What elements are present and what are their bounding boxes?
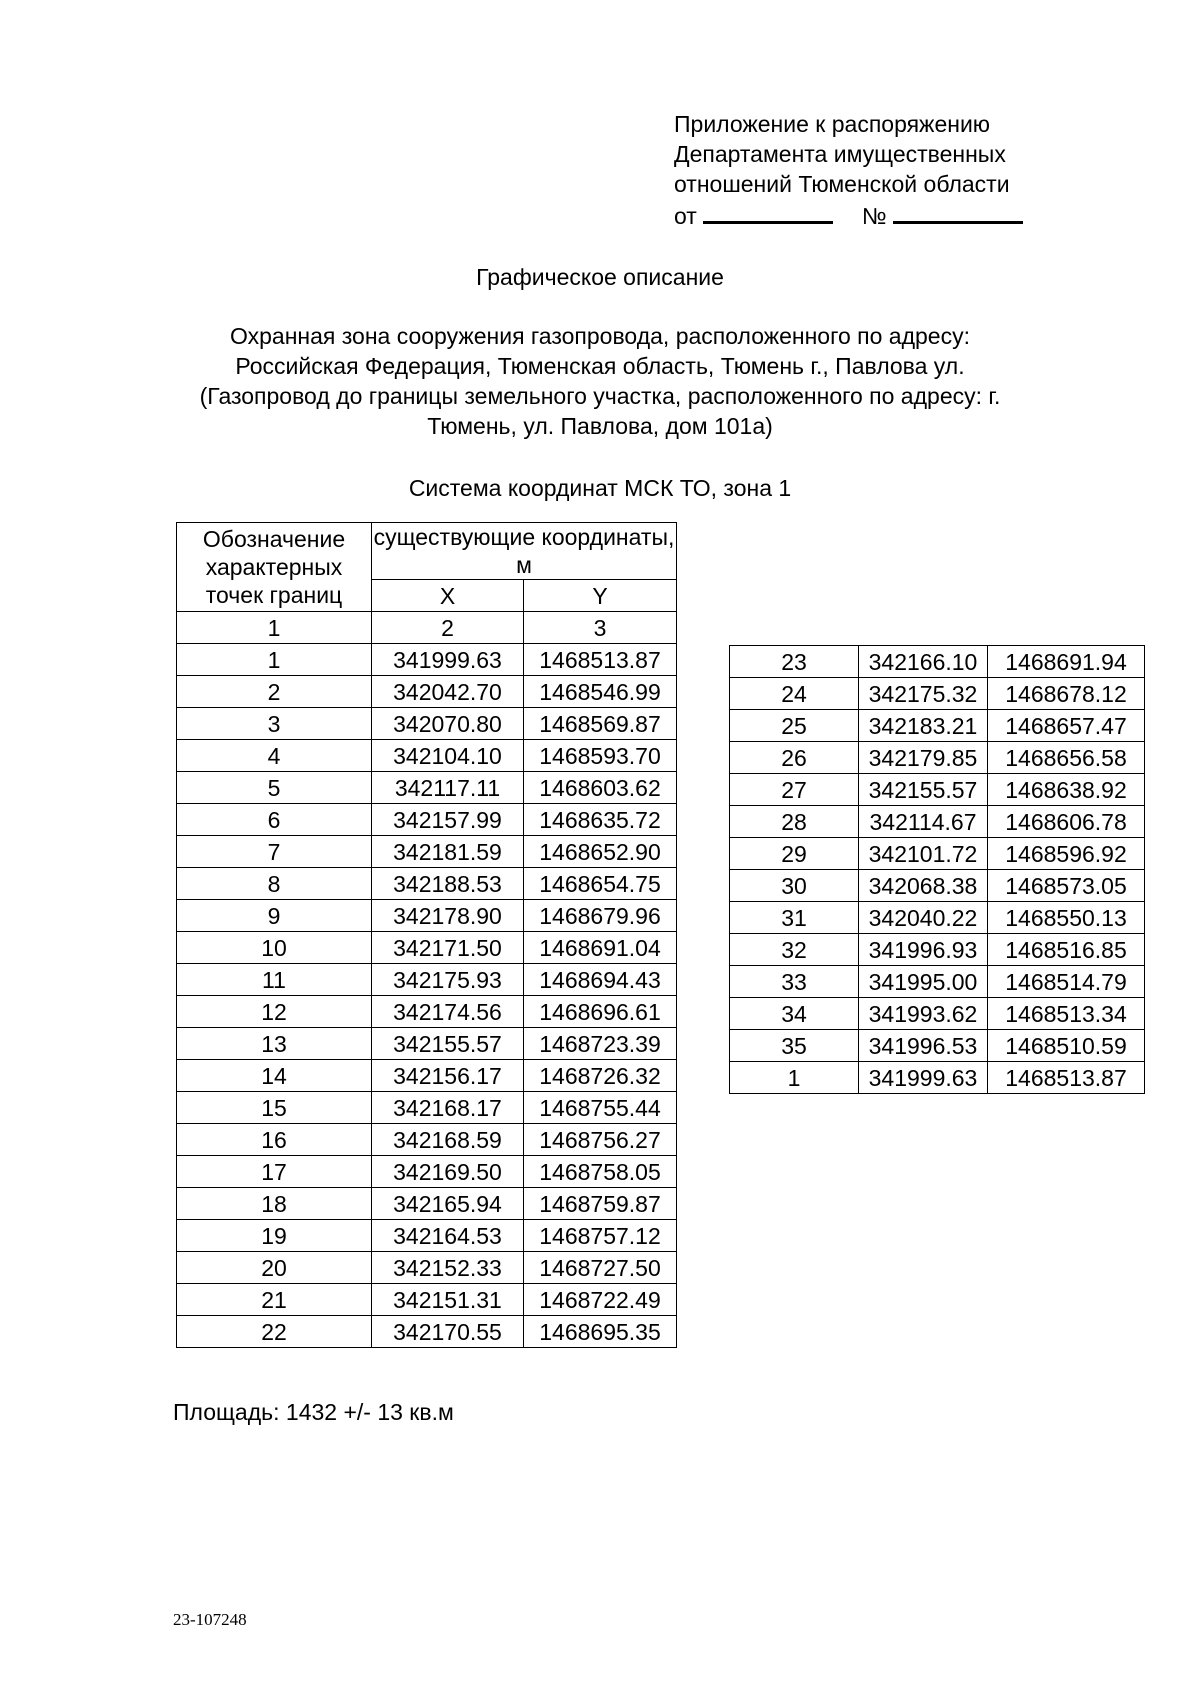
header-y: Y (524, 580, 677, 612)
point-number-cell: 15 (177, 1092, 372, 1124)
table-row (730, 934, 1145, 966)
x-coordinate-cell: 342165.94 (372, 1188, 524, 1220)
date-prefix: от (674, 203, 697, 229)
y-coordinate-cell: 1468679.96 (524, 900, 677, 932)
x-coordinate-cell: 342171.50 (372, 932, 524, 964)
y-coordinate-cell: 1468550.13 (988, 902, 1145, 934)
table-row (730, 710, 1145, 742)
point-number-cell: 13 (177, 1028, 372, 1060)
point-number-cell: 33 (730, 966, 859, 998)
x-coordinate-cell: 342104.10 (372, 740, 524, 772)
table-header-row (177, 523, 677, 580)
x-coordinate-cell: 342114.67 (859, 806, 988, 838)
x-coordinate-cell: 341995.00 (859, 966, 988, 998)
document-number: 23-107248 (173, 1610, 247, 1629)
point-number-cell: 5 (177, 772, 372, 804)
column-number-2: 2 (372, 612, 524, 644)
x-coordinate-cell: 342042.70 (372, 676, 524, 708)
x-coordinate-cell: 342174.56 (372, 996, 524, 1028)
object-description-line-3: (Газопровод до границы земельного участка, расположенного по адресу: г. (199, 383, 1001, 409)
x-coordinate-cell: 342068.38 (859, 870, 988, 902)
point-number-cell: 9 (177, 900, 372, 932)
point-number-cell: 10 (177, 932, 372, 964)
x-coordinate-cell: 342151.31 (372, 1284, 524, 1316)
coordinate-system-label: Система координат МСК ТО, зона 1 (408, 475, 792, 501)
point-number-cell: 7 (177, 836, 372, 868)
appendix-line-1: Приложение к распоряжению (674, 111, 991, 137)
y-coordinate-cell: 1468691.94 (988, 646, 1145, 678)
table-row (177, 644, 677, 676)
y-coordinate-cell: 1468513.34 (988, 998, 1145, 1030)
table-row (177, 996, 677, 1028)
point-number-cell: 31 (730, 902, 859, 934)
x-coordinate-cell: 342168.17 (372, 1092, 524, 1124)
table-row (177, 900, 677, 932)
y-coordinate-cell: 1468678.12 (988, 678, 1145, 710)
x-coordinate-cell: 342101.72 (859, 838, 988, 870)
appendix-header (674, 109, 1023, 231)
y-coordinate-cell: 1468723.39 (524, 1028, 677, 1060)
table-row (177, 1316, 677, 1348)
table-row (177, 1028, 677, 1060)
table-row (730, 774, 1145, 806)
point-number-cell: 24 (730, 678, 859, 710)
x-coordinate-cell: 342155.57 (372, 1028, 524, 1060)
table-row (177, 740, 677, 772)
y-coordinate-cell: 1468510.59 (988, 1030, 1145, 1062)
x-coordinate-cell: 342170.55 (372, 1316, 524, 1348)
table-row (177, 932, 677, 964)
number-blank (893, 199, 1023, 224)
y-coordinate-cell: 1468654.75 (524, 868, 677, 900)
x-coordinate-cell: 342156.17 (372, 1060, 524, 1092)
point-number-cell: 1 (730, 1062, 859, 1094)
y-coordinate-cell: 1468694.43 (524, 964, 677, 996)
point-number-cell: 18 (177, 1188, 372, 1220)
x-coordinate-cell: 342164.53 (372, 1220, 524, 1252)
table-row (177, 1060, 677, 1092)
object-description-line-1: Охранная зона сооружения газопровода, расположенного по адресу: (230, 323, 970, 349)
y-coordinate-cell: 1468596.92 (988, 838, 1145, 870)
y-coordinate-cell: 1468657.47 (988, 710, 1145, 742)
point-number-cell: 6 (177, 804, 372, 836)
y-coordinate-cell: 1468691.04 (524, 932, 677, 964)
point-number-cell: 11 (177, 964, 372, 996)
y-coordinate-cell: 1468656.58 (988, 742, 1145, 774)
point-number-cell: 26 (730, 742, 859, 774)
point-number-cell: 21 (177, 1284, 372, 1316)
x-coordinate-cell: 342070.80 (372, 708, 524, 740)
point-number-cell: 25 (730, 710, 859, 742)
appendix-line-3: отношений Тюменской области (674, 171, 1010, 197)
y-coordinate-cell: 1468755.44 (524, 1092, 677, 1124)
y-coordinate-cell: 1468606.78 (988, 806, 1145, 838)
y-coordinate-cell: 1468593.70 (524, 740, 677, 772)
number-sign: № (862, 203, 887, 229)
x-coordinate-cell: 341993.62 (859, 998, 988, 1030)
x-coordinate-cell: 342040.22 (859, 902, 988, 934)
point-number-cell: 14 (177, 1060, 372, 1092)
point-number-cell: 19 (177, 1220, 372, 1252)
y-coordinate-cell: 1468758.05 (524, 1156, 677, 1188)
y-coordinate-cell: 1468603.62 (524, 772, 677, 804)
appendix-line-2: Департамента имущественных (674, 141, 1006, 167)
x-coordinate-cell: 342166.10 (859, 646, 988, 678)
column-number-3: 3 (524, 612, 677, 644)
table-row (177, 1220, 677, 1252)
x-coordinate-cell: 342181.59 (372, 836, 524, 868)
point-number-cell: 30 (730, 870, 859, 902)
point-number-cell: 17 (177, 1156, 372, 1188)
x-coordinate-cell: 342169.50 (372, 1156, 524, 1188)
y-coordinate-cell: 1468513.87 (524, 644, 677, 676)
table-row (730, 838, 1145, 870)
x-coordinate-cell: 341996.53 (859, 1030, 988, 1062)
document-title: Графическое описание (476, 264, 724, 290)
table-row (730, 1062, 1145, 1094)
y-coordinate-cell: 1468652.90 (524, 836, 677, 868)
point-number-cell: 8 (177, 868, 372, 900)
table-row (177, 836, 677, 868)
table-row (730, 742, 1145, 774)
table-row (730, 902, 1145, 934)
y-coordinate-cell: 1468696.61 (524, 996, 677, 1028)
x-coordinate-cell: 342152.33 (372, 1252, 524, 1284)
x-coordinate-cell: 342155.57 (859, 774, 988, 806)
table-row (177, 1284, 677, 1316)
x-coordinate-cell: 342168.59 (372, 1124, 524, 1156)
y-coordinate-cell: 1468573.05 (988, 870, 1145, 902)
point-number-cell: 16 (177, 1124, 372, 1156)
table-row (730, 966, 1145, 998)
y-coordinate-cell: 1468695.35 (524, 1316, 677, 1348)
point-number-cell: 32 (730, 934, 859, 966)
table-column-numbers-row (177, 612, 677, 644)
x-coordinate-cell: 342183.21 (859, 710, 988, 742)
table-row (177, 676, 677, 708)
header-coordinates: существующие координаты, м (372, 523, 677, 580)
table-row (730, 998, 1145, 1030)
table-row (177, 1188, 677, 1220)
coordinates-table-right (729, 645, 1145, 1094)
y-coordinate-cell: 1468759.87 (524, 1188, 677, 1220)
table-row (730, 1030, 1145, 1062)
y-coordinate-cell: 1468756.27 (524, 1124, 677, 1156)
x-coordinate-cell: 341996.93 (859, 934, 988, 966)
x-coordinate-cell: 342175.32 (859, 678, 988, 710)
table-row (730, 646, 1145, 678)
table-row (177, 772, 677, 804)
x-coordinate-cell: 342117.11 (372, 772, 524, 804)
table-row (730, 870, 1145, 902)
point-number-cell: 2 (177, 676, 372, 708)
table-row (730, 806, 1145, 838)
area-label: Площадь: 1432 +/- 13 кв.м (173, 1399, 454, 1425)
table-row (177, 708, 677, 740)
table-row (177, 1252, 677, 1284)
table-row (177, 804, 677, 836)
x-coordinate-cell: 342178.90 (372, 900, 524, 932)
point-number-cell: 20 (177, 1252, 372, 1284)
y-coordinate-cell: 1468514.79 (988, 966, 1145, 998)
point-number-cell: 12 (177, 996, 372, 1028)
y-coordinate-cell: 1468513.87 (988, 1062, 1145, 1094)
point-number-cell: 4 (177, 740, 372, 772)
table-row (177, 1156, 677, 1188)
column-number-1: 1 (177, 612, 372, 644)
date-blank (703, 199, 833, 224)
y-coordinate-cell: 1468635.72 (524, 804, 677, 836)
header-points: Обозначение характерных точек границ (177, 523, 372, 612)
x-coordinate-cell: 341999.63 (372, 644, 524, 676)
point-number-cell: 28 (730, 806, 859, 838)
point-number-cell: 35 (730, 1030, 859, 1062)
x-coordinate-cell: 342188.53 (372, 868, 524, 900)
table-row (177, 964, 677, 996)
y-coordinate-cell: 1468516.85 (988, 934, 1145, 966)
table-row (177, 868, 677, 900)
x-coordinate-cell: 342179.85 (859, 742, 988, 774)
y-coordinate-cell: 1468546.99 (524, 676, 677, 708)
table-row (177, 1124, 677, 1156)
point-number-cell: 27 (730, 774, 859, 806)
y-coordinate-cell: 1468569.87 (524, 708, 677, 740)
point-number-cell: 29 (730, 838, 859, 870)
appendix-date-number-line (674, 199, 1023, 231)
point-number-cell: 34 (730, 998, 859, 1030)
x-coordinate-cell: 342175.93 (372, 964, 524, 996)
header-x: X (372, 580, 524, 612)
y-coordinate-cell: 1468757.12 (524, 1220, 677, 1252)
y-coordinate-cell: 1468722.49 (524, 1284, 677, 1316)
x-coordinate-cell: 342157.99 (372, 804, 524, 836)
table-row (177, 1092, 677, 1124)
coordinates-table-left (176, 522, 677, 1348)
point-number-cell: 3 (177, 708, 372, 740)
x-coordinate-cell: 341999.63 (859, 1062, 988, 1094)
object-description-line-2: Российская Федерация, Тюменская область, Тюмень г., Павлова ул. (235, 353, 965, 379)
object-description-line-4: Тюмень, ул. Павлова, дом 101а) (427, 413, 773, 439)
y-coordinate-cell: 1468726.32 (524, 1060, 677, 1092)
y-coordinate-cell: 1468727.50 (524, 1252, 677, 1284)
point-number-cell: 1 (177, 644, 372, 676)
point-number-cell: 23 (730, 646, 859, 678)
y-coordinate-cell: 1468638.92 (988, 774, 1145, 806)
table-row (730, 678, 1145, 710)
point-number-cell: 22 (177, 1316, 372, 1348)
